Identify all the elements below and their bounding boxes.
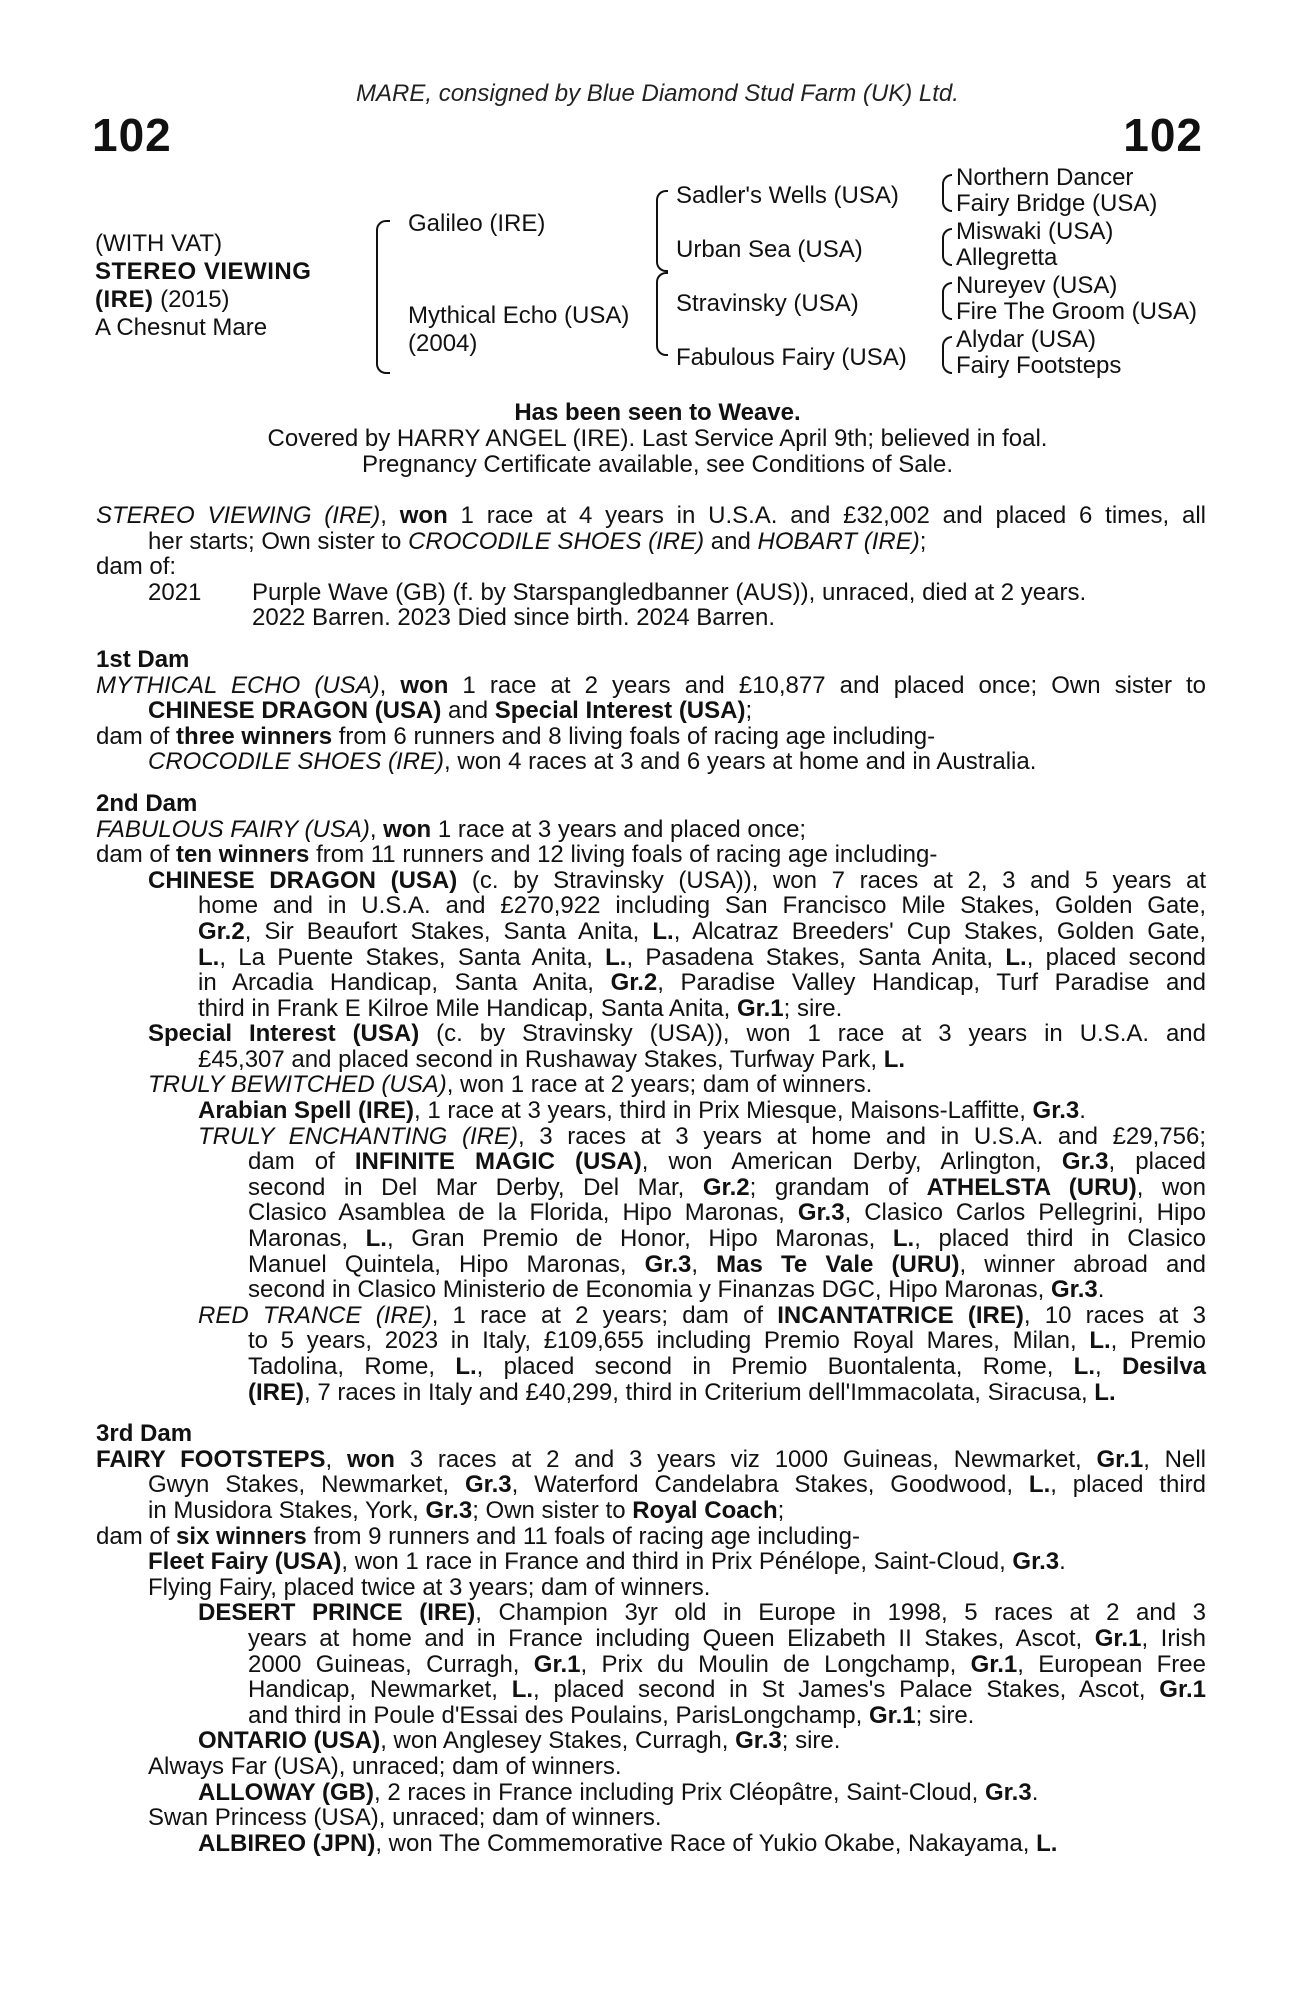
pregnancy-note: Pregnancy Certificate available, see Conditions of Sale.: [362, 451, 953, 478]
record-line: Manuel Quintela, Hipo Maronas, Gr.3, Mas Te Vale (URU), winner abroad and: [248, 1250, 1206, 1278]
record-line: Always Far (USA), unraced; dam of winners.: [148, 1752, 622, 1780]
g3: Miswaki (USA): [956, 218, 1114, 245]
record-line: home and in U.S.A. and £270,922 including San Francisco Mile Stakes, Golden Gate,: [198, 892, 1206, 920]
record-line: CHINESE DRAGON (USA) and Special Interest (USA);: [148, 697, 753, 725]
second-dam-heading: 2nd Dam: [96, 789, 198, 817]
horse-country: (IRE): [95, 286, 154, 313]
g4: Allegretta: [956, 244, 1058, 271]
record-line: in Musidora Stakes, York, Gr.3; Own sister to Royal Coach;: [148, 1496, 785, 1524]
record-line: in Arcadia Handicap, Santa Anita, Gr.2, Paradise Valley Handicap, Turf Paradise and: [198, 969, 1207, 997]
record-line: second in Del Mar Derby, Del Mar, Gr.2; grandam of ATHELSTA (URU), won: [248, 1173, 1206, 1201]
g2: Fairy Bridge (USA): [956, 190, 1158, 217]
record-line: (IRE), 7 races in Italy and £40,299, third in Criterium dell'Immacolata, Siracusa, L.: [248, 1378, 1116, 1406]
pedigree-bracket-dam: [656, 272, 668, 356]
catalogue-body: [96, 503, 1206, 1856]
record-line: MYTHICAL ECHO (USA), won 1 race at 2 years and £10,877 and placed once; Own sister to: [96, 671, 1206, 699]
record-line: Handicap, Newmarket, L., placed second in St James's Palace Stakes, Ascot, Gr.1: [248, 1676, 1206, 1704]
record-line: dam of three winners from 6 runners and 8 living foals of racing age including-: [96, 722, 936, 750]
record-line: TRULY BEWITCHED (USA), won 1 race at 2 years; dam of winners.: [148, 1071, 873, 1099]
pedigree-bracket-g3: [942, 282, 952, 320]
record-line: Swan Princess (USA), unraced; dam of winners.: [148, 1804, 662, 1832]
first-dam-heading: 1st Dam: [96, 645, 190, 673]
pedigree-bracket-main: [376, 220, 390, 374]
pedigree-bracket-g4: [942, 336, 952, 374]
record-line: ALLOWAY (GB), 2 races in France including Prix Cléopâtre, Saint-Cloud, Gr.3.: [198, 1778, 1039, 1806]
g1: Northern Dancer: [956, 164, 1134, 191]
produce-line: 2021 Purple Wave (GB) (f. by Starspangledbanner (AUS)), unraced, died at 2 years.: [148, 578, 1087, 606]
record-line: DESERT PRINCE (IRE), Champion 3yr old in Europe in 1998, 5 races at 2 and 3: [198, 1599, 1206, 1627]
record-line: Gr.2, Sir Beaufort Stakes, Santa Anita, L., Alcatraz Breeders' Cup Stakes, Golden Gate,: [198, 917, 1206, 945]
pedigree-bracket-g1: [942, 174, 952, 212]
record-line: Special Interest (USA) (c. by Stravinsky (USA)), won 1 race at 3 years in U.S.A. and: [148, 1020, 1206, 1048]
record-line: Maronas, L., Gran Premio de Honor, Hipo Maronas, L., placed third in Clasico: [248, 1225, 1206, 1253]
g7: Alydar (USA): [956, 326, 1097, 353]
record-line: Gwyn Stakes, Newmarket, Gr.3, Waterford Candelabra Stakes, Goodwood, L., placed third: [148, 1471, 1206, 1499]
record-line: third in Frank E Kilroe Mile Handicap, Santa Anita, Gr.1; sire.: [198, 994, 843, 1022]
record-line: STEREO VIEWING (IRE), won 1 race at 4 years in U.S.A. and £32,002 and placed 6 times, all: [96, 502, 1206, 529]
dam-sire: Stravinsky (USA): [676, 290, 859, 317]
sire: Galileo (IRE): [408, 210, 546, 237]
horse-year: (2015): [153, 286, 230, 313]
pedigree-bracket-g2: [942, 228, 952, 266]
record-line: dam of INFINITE MAGIC (USA), won American Derby, Arlington, Gr.3, placed: [248, 1148, 1206, 1176]
pedigree-chart: [0, 160, 1315, 395]
record-line: second in Clasico Ministerio de Economia y Finanzas DGC, Hipo Maronas, Gr.3.: [248, 1276, 1105, 1304]
record-line: TRULY ENCHANTING (IRE), 3 races at 3 years at home and in U.S.A. and £29,756;: [198, 1122, 1207, 1150]
dam-dam: Fabulous Fairy (USA): [676, 344, 907, 371]
record-line: years at home and in France including Queen Elizabeth II Stakes, Ascot, Gr.1, Irish: [248, 1624, 1206, 1652]
lot-number-right: 102: [1123, 109, 1203, 161]
sire-dam: Urban Sea (USA): [676, 236, 863, 263]
third-dam-heading: 3rd Dam: [96, 1420, 193, 1448]
horse-info: [95, 230, 311, 342]
record-line: RED TRANCE (IRE), 1 race at 2 years; dam of INCANTATRICE (IRE), 10 races at 3: [198, 1301, 1207, 1329]
record-line: dam of six winners from 9 runners and 11 foals of racing age including-: [96, 1522, 860, 1550]
record-line: ALBIREO (JPN), won The Commemorative Race of Yukio Okabe, Nakayama, L.: [198, 1829, 1058, 1857]
consignor-line: MARE, consigned by Blue Diamond Stud Farm (UK) Ltd.: [356, 80, 959, 107]
dam: Mythical Echo (USA): [408, 302, 630, 329]
record-line: dam of ten winners from 11 runners and 12 living foals of racing age including-: [96, 841, 938, 869]
g8: Fairy Footsteps: [956, 352, 1122, 379]
dam-year: (2004): [408, 330, 478, 357]
record-line: and third in Poule d'Essai des Poulains, ParisLongchamp, Gr.1; sire.: [248, 1701, 975, 1729]
record-line: CROCODILE SHOES (IRE), won 4 races at 3 and 6 years at home and in Australia.: [148, 748, 1037, 776]
record-line: CHINESE DRAGON (USA) (c. by Stravinsky (USA)), won 7 races at 2, 3 and 5 years at: [148, 866, 1206, 894]
g5: Nureyev (USA): [956, 272, 1118, 299]
record-line: to 5 years, 2023 in Italy, £109,655 including Premio Royal Mares, Milan, L., Premio: [248, 1327, 1206, 1355]
vice-note: Has been seen to Weave.: [514, 399, 801, 426]
record-line: Clasico Asamblea de la Florida, Hipo Maronas, Gr.3, Clasico Carlos Pellegrini, Hipo: [248, 1199, 1206, 1227]
record-line: Fleet Fairy (USA), won 1 race in France and third in Prix Pénélope, Saint-Cloud, Gr.3.: [148, 1548, 1066, 1576]
horse-name: STEREO VIEWING: [95, 258, 312, 285]
record-line: 2000 Guineas, Curragh, Gr.1, Prix du Moulin de Longchamp, Gr.1, European Free: [248, 1650, 1206, 1678]
record-line: Arabian Spell (IRE), 1 race at 3 years, third in Prix Miesque, Maisons-Laffitte, Gr.3.: [198, 1097, 1086, 1125]
lot-number-left: 102: [92, 109, 172, 161]
produce-line: 2022 Barren. 2023 Died since birth. 2024 Barren.: [252, 604, 775, 632]
sire-sire: Sadler's Wells (USA): [676, 182, 899, 209]
covered-note: Covered by HARRY ANGEL (IRE). Last Service April 9th; believed in foal.: [267, 425, 1048, 452]
record-line: L., La Puente Stakes, Santa Anita, L., Pasadena Stakes, Santa Anita, L., placed second: [198, 943, 1206, 971]
record-line: FABULOUS FAIRY (USA), won 1 race at 3 years and placed once;: [96, 815, 807, 843]
dam-of-heading: dam of:: [96, 553, 177, 581]
sale-notes: [0, 400, 1315, 478]
pedigree-bracket-sire: [656, 190, 668, 272]
record-line: her starts; Own sister to CROCODILE SHOES (IRE) and HOBART (IRE);: [148, 527, 927, 555]
record-line: Flying Fairy, placed twice at 3 years; dam of winners.: [148, 1573, 711, 1601]
record-line: £45,307 and placed second in Rushaway Stakes, Turfway Park, L.: [198, 1045, 906, 1073]
horse-description: A Chesnut Mare: [95, 314, 268, 341]
record-line: FAIRY FOOTSTEPS, won 3 races at 2 and 3 years viz 1000 Guineas, Newmarket, Gr.1, Nell: [96, 1445, 1207, 1473]
horse-name-line2: [95, 286, 311, 314]
g6: Fire The Groom (USA): [956, 298, 1197, 325]
vat-note: (WITH VAT): [95, 230, 223, 257]
record-line: Tadolina, Rome, L., placed second in Premio Buontalenta, Rome, L., Desilva: [248, 1353, 1207, 1380]
record-line: ONTARIO (USA), won Anglesey Stakes, Curragh, Gr.3; sire.: [198, 1727, 841, 1755]
